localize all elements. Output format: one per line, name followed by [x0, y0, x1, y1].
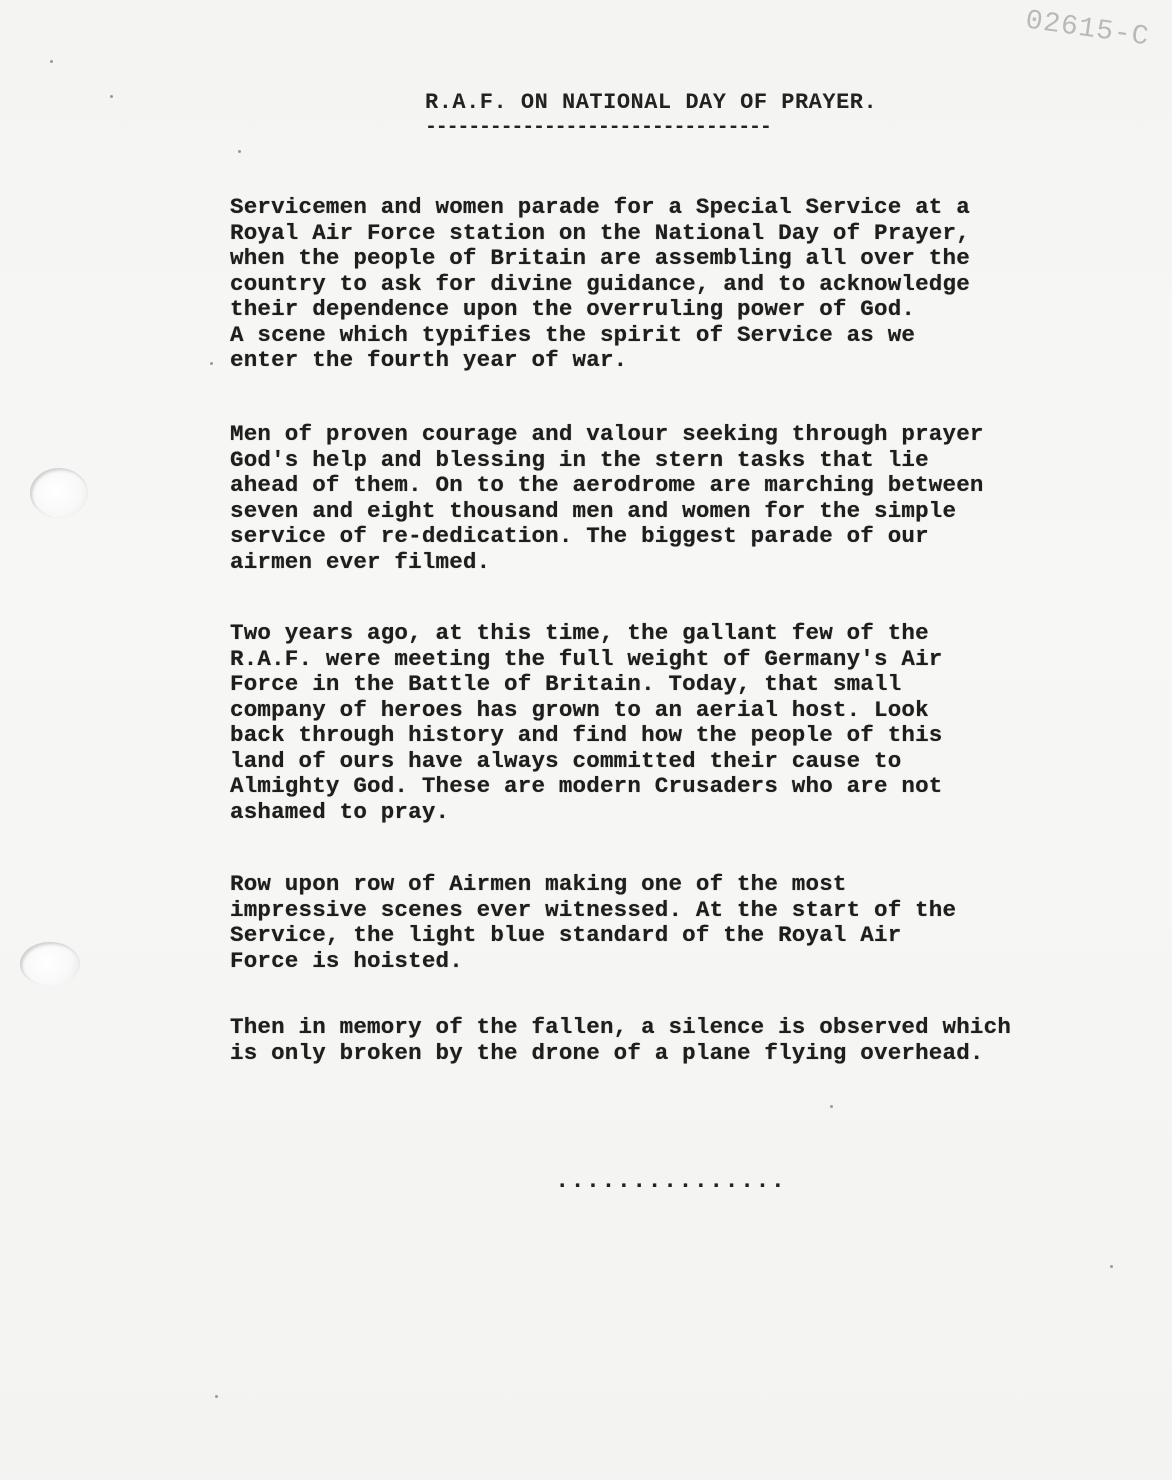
- title-underline: --------------------------------: [425, 116, 771, 139]
- paragraph-1: Servicemen and women parade for a Special Service at a Royal Air Force station on the National Day of Prayer, when the people of Britain are assembling all over the country to ask for divine guidance, and to acknowledge their dependence upon the overruling power of God. A scene which typifies the spirit of Service as we enter the fourth year of war.: [230, 194, 970, 373]
- document-title: R.A.F. ON NATIONAL DAY OF PRAYER.: [425, 90, 878, 115]
- paragraph-5: Then in memory of the fallen, a silence is observed which is only broken by the drone of a plane flying overhead.: [230, 1014, 1012, 1066]
- end-marker: ...............: [555, 1168, 787, 1195]
- punch-hole: [30, 468, 88, 518]
- reference-code: 02615-C: [1023, 5, 1152, 54]
- paper-speck: [215, 1395, 218, 1398]
- paper-speck: [110, 95, 113, 98]
- paragraph-4: Row upon row of Airmen making one of the most impressive scenes ever witnessed. At the start of the Service, the light blue standard of the Royal Air Force is hoisted.: [230, 871, 957, 974]
- punch-hole: [20, 942, 80, 986]
- paragraph-2: Men of proven courage and valour seeking through prayer God's help and blessing in the stern tasks that lie ahead of them. On to the aerodrome are marching between seven and eight thousand men and women for the simple service of re-dedication. The biggest parade of our airmen ever filmed.: [230, 421, 984, 575]
- paper-speck: [238, 150, 241, 153]
- paper-speck: [1110, 1265, 1113, 1268]
- paper-speck: [50, 60, 53, 63]
- paper-speck: [830, 1105, 833, 1108]
- paragraph-3: Two years ago, at this time, the gallant few of the R.A.F. were meeting the full weight of Germany's Air Force in the Battle of Britain. Today, that small company of heroes has grown to an aerial host. Look back through history and find how the people of this land of ours have always committed their cause to Almighty God. These are modern Crusaders who are not ashamed to pray.: [230, 620, 943, 825]
- paper-speck: [210, 362, 213, 365]
